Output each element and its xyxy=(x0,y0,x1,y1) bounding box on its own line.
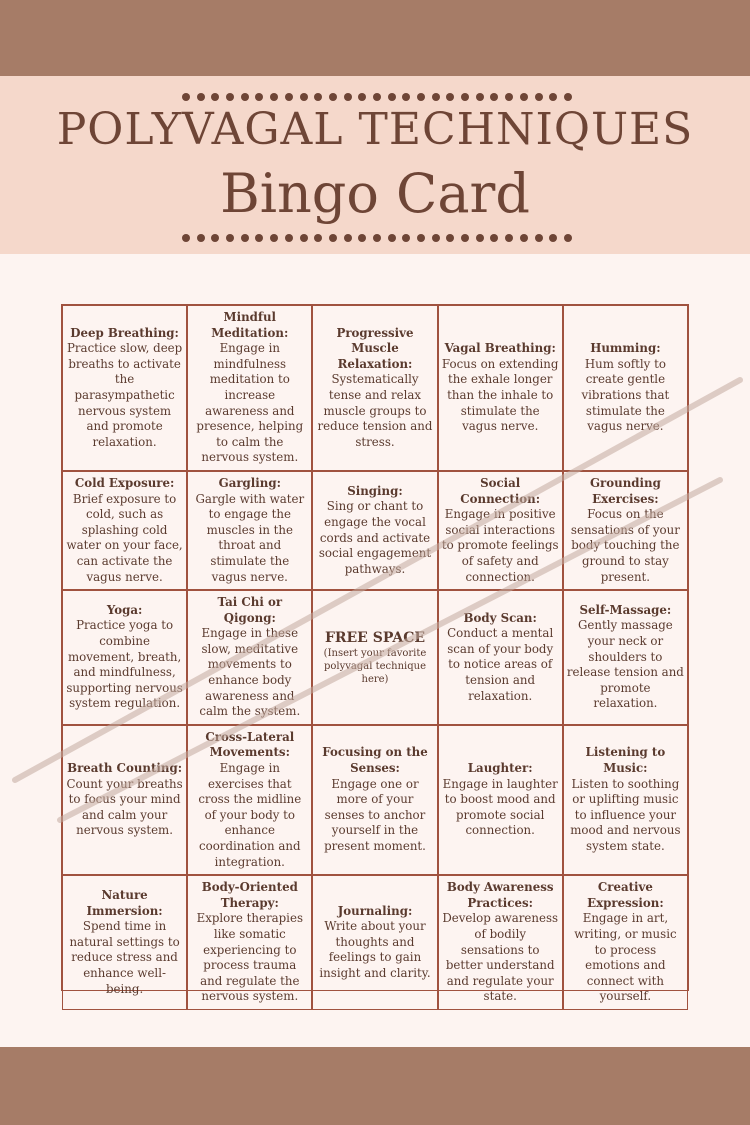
bingo-cell[interactable] xyxy=(62,590,187,725)
cell-description: Gently massage your neck or shoulders to release tension and promote relaxation. xyxy=(566,618,684,711)
cell-description: Hum softly to create gentle vibrations that stimulate the vagus nerve. xyxy=(581,356,670,434)
cell-title: Focusing on the Senses: xyxy=(322,745,428,776)
cell-description: Write about your thoughts and feelings to gain insight and clarity. xyxy=(319,919,431,980)
bingo-cell[interactable] xyxy=(438,305,563,471)
cell-title: Tai Chi or Qigong: xyxy=(217,595,283,625)
cell-title: Yoga: xyxy=(106,602,143,617)
cell-title: Cold Exposure: xyxy=(74,475,175,490)
page-title: POLYVAGAL TECHNIQUES xyxy=(56,104,694,155)
cell-title: Self-Massage: xyxy=(579,602,672,617)
bingo-cell[interactable] xyxy=(62,471,187,590)
cell-title: Singing: xyxy=(347,483,403,498)
cell-title: Listening to Music: xyxy=(585,745,666,776)
bingo-cell[interactable] xyxy=(438,725,563,875)
cell-description: Gargle with water to engage the muscles in the throat and stimulate the vagus nerve. xyxy=(195,491,305,584)
cell-title: Grounding Exercises: xyxy=(589,475,661,506)
cell-description: Engage in these slow, meditative movements to enhance body awareness and calm the system. xyxy=(199,626,301,719)
cell-title: Body Awareness Practices: xyxy=(446,880,554,910)
cell-title: FREE SPACE xyxy=(324,629,426,646)
cell-title: Mindful Meditation: xyxy=(211,310,289,340)
cell-description: Practice yoga to combine movement, breath, and mindfulness, supporting nervous system regulation. xyxy=(66,618,183,711)
cell-description: Explore therapies like somatic experiencing to process trauma and regulate the nervous system. xyxy=(196,911,303,1004)
page-subtitle: Bingo Card xyxy=(220,162,530,225)
cell-description: Systematically tense and relax muscle groups to reduce tension and stress. xyxy=(317,372,433,449)
bingo-cell[interactable] xyxy=(62,305,187,471)
cell-description: (Insert your favorite polyvagal technique here) xyxy=(323,647,427,685)
bingo-cell[interactable] xyxy=(187,725,312,875)
bingo-cell[interactable] xyxy=(187,590,312,725)
bingo-cell[interactable] xyxy=(563,725,688,875)
bingo-cell[interactable] xyxy=(563,875,688,1010)
cell-description: Practice slow, deep breaths to activate the parasympathetic nervous system and promote relaxation. xyxy=(66,341,183,449)
cell-title: Journaling: xyxy=(337,903,413,918)
cell-description: Engage in laughter to boost mood and promote social connection. xyxy=(442,776,558,838)
bingo-grid xyxy=(61,304,689,1004)
bingo-cell[interactable] xyxy=(187,875,312,1010)
dot-divider-top xyxy=(182,93,572,103)
cell-title: Breath Counting: xyxy=(67,761,183,776)
cell-description: Engage in mindfulness meditation to increase awareness and presence, helping to calm the nervous system. xyxy=(196,341,304,465)
bingo-cell[interactable] xyxy=(312,471,437,590)
cell-description: Listen to soothing or uplifting music to influence your mood and nervous system state. xyxy=(570,776,681,853)
bingo-cell[interactable] xyxy=(563,305,688,471)
cell-description: Count your breaths to focus your mind and calm your nervous system. xyxy=(66,776,183,838)
cell-description: Spend time in natural settings to reduce stress and enhance well-being. xyxy=(69,919,180,996)
cell-title: Gargling: xyxy=(218,475,281,490)
cell-title: Body Scan: xyxy=(463,610,537,625)
bingo-cell[interactable] xyxy=(312,305,437,471)
bingo-cell[interactable] xyxy=(187,305,312,471)
cell-description: Focus on the sensations of your body touching the ground to stay present. xyxy=(570,507,680,584)
bingo-cell[interactable] xyxy=(62,725,187,875)
cell-description: Engage in positive social interactions to promote feelings of safety and connection. xyxy=(441,507,559,584)
cell-title: Creative Expression: xyxy=(587,880,664,910)
cell-title: Cross-Lateral Movements: xyxy=(205,729,295,760)
bingo-cell[interactable] xyxy=(312,875,437,1010)
cell-description: Engage one or more of your senses to anchor yourself in the present moment. xyxy=(324,776,426,853)
bingo-cell[interactable] xyxy=(563,471,688,590)
cell-description: Develop awareness of bodily sensations to better understand and regulate your state. xyxy=(442,911,559,1004)
bingo-cell[interactable] xyxy=(312,725,437,875)
cell-description: Sing or chant to engage the vocal cords and activate social engagement pathways. xyxy=(318,499,432,576)
cell-title: Social Connection: xyxy=(460,475,541,506)
cell-description: Engage in exercises that cross the midline of your body to enhance coordination and integration. xyxy=(198,761,302,869)
cell-title: Nature Immersion: xyxy=(86,887,163,918)
cell-title: Deep Breathing: xyxy=(70,325,179,340)
bingo-cell[interactable] xyxy=(563,590,688,725)
cell-title: Humming: xyxy=(590,341,661,356)
bingo-cell[interactable] xyxy=(438,875,563,1010)
cell-title: Laughter: xyxy=(467,761,533,776)
bingo-cell[interactable] xyxy=(62,875,187,1010)
bingo-cell[interactable] xyxy=(438,471,563,590)
dot-divider-bottom xyxy=(182,234,572,244)
cell-description: Conduct a mental scan of your body to notice areas of tension and relaxation. xyxy=(447,626,554,703)
cell-title: Vagal Breathing: xyxy=(444,341,556,356)
cell-title: Body-Oriented Therapy: xyxy=(201,880,298,910)
cell-description: Focus on extending the exhale longer than the inhale to stimulate the vagus nerve. xyxy=(441,356,559,434)
free-space-cell[interactable] xyxy=(312,590,437,725)
bingo-cell[interactable] xyxy=(438,590,563,725)
cell-title: Progressive Muscle Relaxation: xyxy=(336,325,414,371)
cell-description: Engage in art, writing, or music to process emotions and connect with yourself. xyxy=(574,911,677,1004)
cell-description: Brief exposure to cold, such as splashing cold water on your face, can activate the vagus nerve. xyxy=(66,491,183,584)
bingo-cell[interactable] xyxy=(187,471,312,590)
bottom-band xyxy=(0,1047,750,1125)
top-band xyxy=(0,0,750,76)
